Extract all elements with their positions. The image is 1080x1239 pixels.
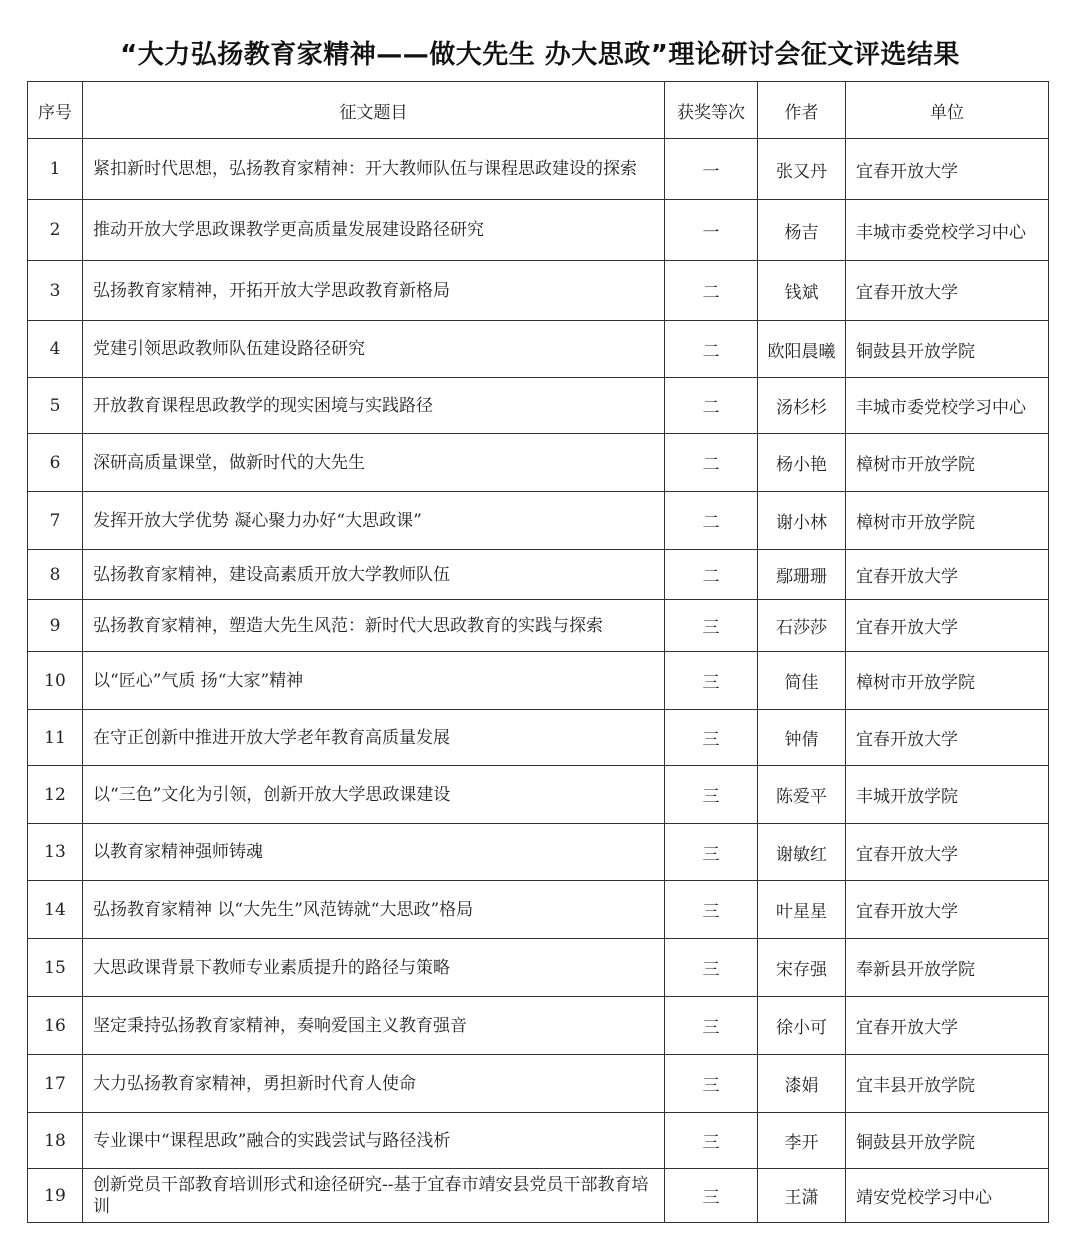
cell-award: 二: [665, 321, 758, 378]
table-row: [28, 881, 1049, 939]
table-row: [28, 378, 1049, 434]
cell-topic: 开放教育课程思政教学的现实困境与实践路径: [83, 378, 665, 434]
cell-award: 二: [665, 261, 758, 321]
table-row: [28, 652, 1049, 710]
cell-no: 7: [28, 492, 83, 550]
cell-author: 叶星星: [758, 881, 846, 939]
cell-topic: 以“匠心”气质 扬“大家”精神: [83, 652, 665, 710]
cell-award: 三: [665, 997, 758, 1055]
cell-award: 三: [665, 652, 758, 710]
cell-award: 三: [665, 600, 758, 652]
cell-unit: 宜春开放大学: [846, 710, 1049, 766]
cell-no: 6: [28, 434, 83, 492]
cell-topic: 在守正创新中推进开放大学老年教育高质量发展: [83, 710, 665, 766]
table-row: [28, 1113, 1049, 1169]
cell-topic: 大思政课背景下教师专业素质提升的路径与策略: [83, 939, 665, 997]
cell-author: 宋存强: [758, 939, 846, 997]
cell-award: 三: [665, 1113, 758, 1169]
cell-no: 4: [28, 321, 83, 378]
cell-topic: 弘扬教育家精神，塑造大先生风范：新时代大思政教育的实践与探索: [83, 600, 665, 652]
results-table: [27, 81, 1049, 1223]
cell-author: 鄢珊珊: [758, 550, 846, 600]
table-row: [28, 550, 1049, 600]
table-row: [28, 261, 1049, 321]
cell-no: 19: [28, 1169, 83, 1223]
table-row: [28, 1169, 1049, 1223]
cell-author: 徐小可: [758, 997, 846, 1055]
table-row: [28, 1055, 1049, 1113]
cell-author: 李开: [758, 1113, 846, 1169]
cell-no: 3: [28, 261, 83, 321]
cell-unit: 宜春开放大学: [846, 881, 1049, 939]
table-row: [28, 824, 1049, 881]
cell-topic: 大力弘扬教育家精神，勇担新时代育人使命: [83, 1055, 665, 1113]
cell-unit: 丰城市委党校学习中心: [846, 378, 1049, 434]
cell-award: 三: [665, 824, 758, 881]
cell-no: 5: [28, 378, 83, 434]
cell-no: 12: [28, 766, 83, 824]
table-row: [28, 139, 1049, 200]
table-row: [28, 710, 1049, 766]
cell-author: 汤杉杉: [758, 378, 846, 434]
header-row: [28, 82, 1049, 139]
cell-author: 杨吉: [758, 200, 846, 261]
page-title: “大力弘扬教育家精神——做大先生 办大思政”理论研讨会征文评选结果: [120, 40, 960, 70]
cell-no: 1: [28, 139, 83, 200]
table-row: [28, 492, 1049, 550]
cell-unit: 樟树市开放学院: [846, 492, 1049, 550]
cell-no: 11: [28, 710, 83, 766]
col-header-unit: 单位: [846, 82, 1049, 139]
cell-author: 杨小艳: [758, 434, 846, 492]
cell-unit: 宜春开放大学: [846, 824, 1049, 881]
cell-author: 钟倩: [758, 710, 846, 766]
cell-author: 张又丹: [758, 139, 846, 200]
cell-topic: 推动开放大学思政课教学更高质量发展建设路径研究: [83, 200, 665, 261]
cell-award: 二: [665, 378, 758, 434]
cell-author: 钱斌: [758, 261, 846, 321]
table-row: [28, 600, 1049, 652]
cell-award: 三: [665, 710, 758, 766]
cell-no: 14: [28, 881, 83, 939]
cell-unit: 宜春开放大学: [846, 139, 1049, 200]
cell-unit: 樟树市开放学院: [846, 434, 1049, 492]
cell-topic: 深研高质量课堂，做新时代的大先生: [83, 434, 665, 492]
cell-no: 10: [28, 652, 83, 710]
cell-unit: 宜丰县开放学院: [846, 1055, 1049, 1113]
cell-author: 谢小林: [758, 492, 846, 550]
table-row: [28, 766, 1049, 824]
cell-award: 二: [665, 492, 758, 550]
cell-award: 一: [665, 200, 758, 261]
table-row: [28, 997, 1049, 1055]
cell-topic: 创新党员干部教育培训形式和途径研究--基于宜春市靖安县党员干部教育培训: [83, 1169, 665, 1223]
cell-unit: 奉新县开放学院: [846, 939, 1049, 997]
col-header-no: 序号: [28, 82, 83, 139]
cell-author: 欧阳晨曦: [758, 321, 846, 378]
cell-topic: 专业课中“课程思政”融合的实践尝试与路径浅析: [83, 1113, 665, 1169]
cell-award: 三: [665, 1055, 758, 1113]
cell-topic: 坚定秉持弘扬教育家精神，奏响爱国主义教育强音: [83, 997, 665, 1055]
cell-award: 三: [665, 939, 758, 997]
cell-unit: 樟树市开放学院: [846, 652, 1049, 710]
cell-unit: 宜春开放大学: [846, 261, 1049, 321]
cell-no: 15: [28, 939, 83, 997]
cell-no: 13: [28, 824, 83, 881]
cell-topic: 以教育家精神强师铸魂: [83, 824, 665, 881]
cell-topic: 弘扬教育家精神，开拓开放大学思政教育新格局: [83, 261, 665, 321]
cell-topic: 以“三色”文化为引领，创新开放大学思政课建设: [83, 766, 665, 824]
cell-unit: 丰城市委党校学习中心: [846, 200, 1049, 261]
table-row: [28, 200, 1049, 261]
cell-award: 三: [665, 1169, 758, 1223]
cell-no: 8: [28, 550, 83, 600]
cell-award: 三: [665, 766, 758, 824]
cell-topic: 弘扬教育家精神 以“大先生”风范铸就“大思政”格局: [83, 881, 665, 939]
table-row: [28, 939, 1049, 997]
cell-award: 二: [665, 434, 758, 492]
cell-author: 简佳: [758, 652, 846, 710]
cell-unit: 宜春开放大学: [846, 550, 1049, 600]
cell-unit: 铜鼓县开放学院: [846, 1113, 1049, 1169]
cell-no: 9: [28, 600, 83, 652]
cell-no: 2: [28, 200, 83, 261]
cell-author: 王潇: [758, 1169, 846, 1223]
cell-unit: 宜春开放大学: [846, 600, 1049, 652]
cell-award: 一: [665, 139, 758, 200]
col-header-topic: 征文题目: [83, 82, 665, 139]
cell-no: 16: [28, 997, 83, 1055]
table-row: [28, 434, 1049, 492]
cell-topic: 紧扣新时代思想，弘扬教育家精神：开大教师队伍与课程思政建设的探索: [83, 139, 665, 200]
cell-no: 17: [28, 1055, 83, 1113]
cell-author: 漆娟: [758, 1055, 846, 1113]
col-header-award: 获奖等次: [665, 82, 758, 139]
table-row: [28, 321, 1049, 378]
cell-topic: 弘扬教育家精神，建设高素质开放大学教师队伍: [83, 550, 665, 600]
cell-topic: 党建引领思政教师队伍建设路径研究: [83, 321, 665, 378]
cell-author: 陈爱平: [758, 766, 846, 824]
cell-topic: 发挥开放大学优势 凝心聚力办好“大思政课”: [83, 492, 665, 550]
cell-unit: 铜鼓县开放学院: [846, 321, 1049, 378]
cell-unit: 丰城开放学院: [846, 766, 1049, 824]
cell-author: 谢敏红: [758, 824, 846, 881]
col-header-author: 作者: [758, 82, 846, 139]
cell-author: 石莎莎: [758, 600, 846, 652]
cell-award: 二: [665, 550, 758, 600]
cell-unit: 宜春开放大学: [846, 997, 1049, 1055]
cell-no: 18: [28, 1113, 83, 1169]
cell-award: 三: [665, 881, 758, 939]
cell-unit: 靖安党校学习中心: [846, 1169, 1049, 1223]
